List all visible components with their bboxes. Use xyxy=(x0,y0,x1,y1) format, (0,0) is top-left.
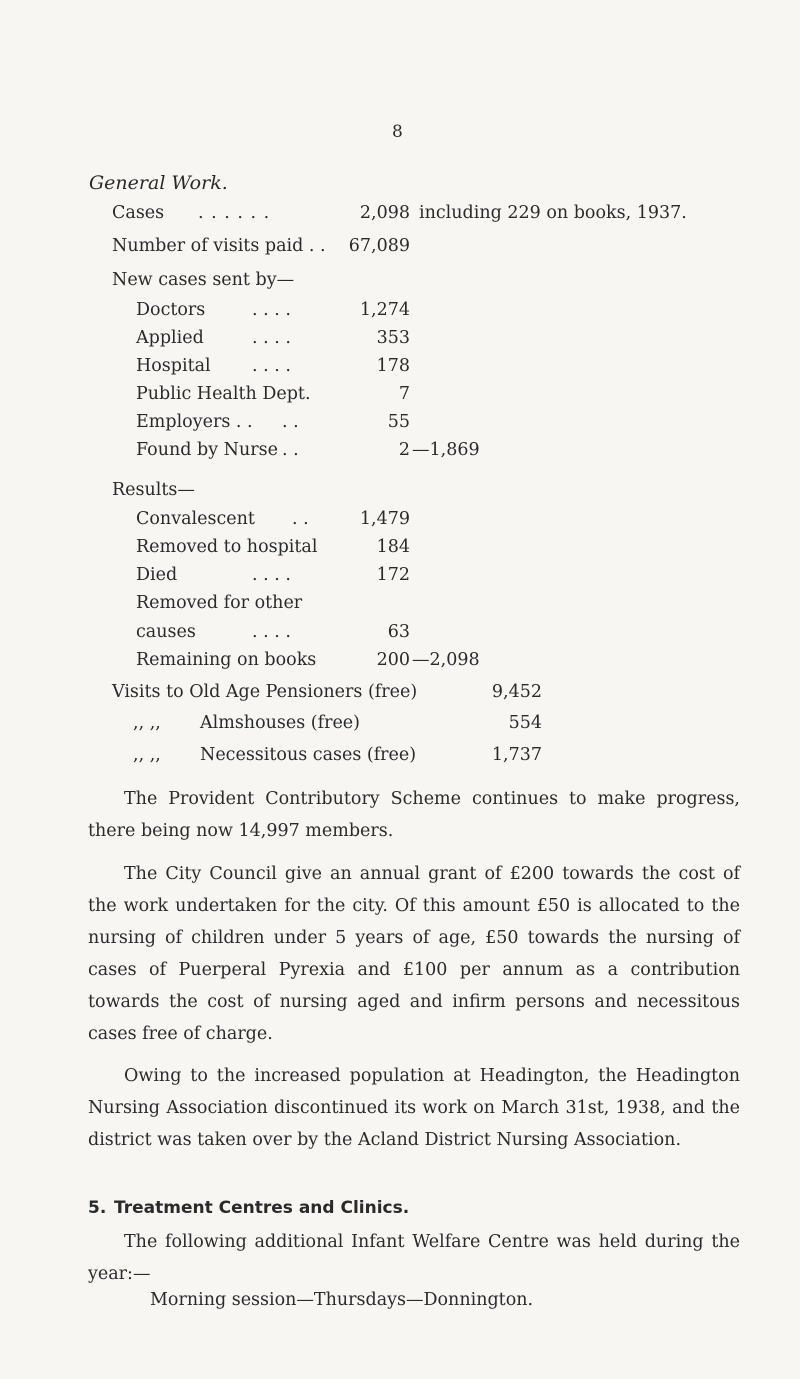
cases-value: 2,098 xyxy=(359,203,410,223)
results-row-label: Died xyxy=(136,565,178,585)
new-cases-row-value: 353 xyxy=(376,328,410,348)
results-row-dots: . . . . xyxy=(252,622,291,642)
paragraph-text: The following additional Infant Welfare Centre was held during the year:— xyxy=(88,1232,740,1284)
results-row-value: 184 xyxy=(376,537,410,557)
free-visits-label: Necessitous cases (free) xyxy=(200,745,417,765)
page-number: 8 xyxy=(392,122,403,142)
new-cases-row-label: Found by Nurse xyxy=(136,440,278,460)
results-row-label: Removed for other xyxy=(136,593,303,613)
results-row-label: Convalescent xyxy=(136,509,255,529)
new-cases-row-label: Applied xyxy=(136,328,204,348)
results-row-dots: . . . . xyxy=(252,565,291,585)
new-cases-row-dots: . . xyxy=(282,412,299,432)
visits-value: 67,089 xyxy=(348,236,410,256)
section-heading: General Work. xyxy=(89,172,228,194)
results-row-label: causes xyxy=(136,622,196,642)
results-row-label: Removed to hospital xyxy=(136,537,318,557)
results-row-value: 172 xyxy=(376,565,410,585)
paragraph-text: The Provident Contributory Scheme continues to make progress, there being now 14,997 members. xyxy=(88,789,740,841)
results-row-value: 200 xyxy=(376,650,410,670)
session-line: Morning session—Thursdays—Donnington. xyxy=(150,1290,534,1310)
results-label: Results— xyxy=(112,480,195,500)
paragraph-headington xyxy=(88,1060,740,1156)
new-cases-row-dots: . . . . xyxy=(252,328,291,348)
free-visits-label: Almshouses (free) xyxy=(200,713,360,733)
new-cases-row-label: Doctors xyxy=(136,300,206,320)
results-row-dots: . . xyxy=(292,509,309,529)
free-visits-value: 1,737 xyxy=(491,745,542,765)
paragraph-text: Owing to the increased population at Headington, the Headington Nursing Association discontinued its work on March 31st, 1938, and the district was taken over by the Acland District Nursing Association. xyxy=(88,1066,740,1150)
paragraph-welfare xyxy=(88,1226,740,1290)
free-visits-value: 9,452 xyxy=(491,682,542,702)
ditto-marks: ,, ,, xyxy=(133,745,161,765)
new-cases-label: New cases sent by— xyxy=(112,270,295,290)
cases-note: including 229 on books, 1937. xyxy=(419,203,687,223)
new-cases-row-dots: . . . . xyxy=(252,300,291,320)
ditto-marks: ,, ,, xyxy=(133,713,161,733)
new-cases-row-label: Public Health Dept. xyxy=(136,384,311,404)
new-cases-row-value: 55 xyxy=(387,412,410,432)
paragraph-provident xyxy=(88,783,740,847)
paragraph-text: The City Council give an annual grant of £200 towards the cost of the work undertaken for the city. Of this amount £50 is allocated to the nursing of children under 5 years of age, £50 towards the nursing of cases of Puerperal Pyrexia and £100 per annum as a contribution towards the cost of nursing aged and infirm persons and necessitous cases free of charge. xyxy=(88,864,740,1044)
section-title: Treatment Centres and Clinics. xyxy=(114,1198,410,1218)
section-number: 5. xyxy=(88,1198,107,1218)
new-cases-row-value: 178 xyxy=(376,356,410,376)
free-visits-label: Visits to Old Age Pensioners (free) xyxy=(112,682,418,702)
paragraph-grant xyxy=(88,858,740,1050)
new-cases-row-value: 1,274 xyxy=(359,300,410,320)
new-cases-row-value: 7 xyxy=(398,384,410,404)
new-cases-row-dots: . . xyxy=(282,440,299,460)
results-total: —2,098 xyxy=(412,650,480,670)
new-cases-row-label: Employers . . xyxy=(136,412,253,432)
free-visits-value: 554 xyxy=(508,713,542,733)
cases-label: Cases xyxy=(112,203,165,223)
new-cases-row-label: Hospital xyxy=(136,356,211,376)
results-row-value: 63 xyxy=(387,622,410,642)
results-row-value: 1,479 xyxy=(359,509,410,529)
visits-label: Number of visits paid . . xyxy=(112,236,326,256)
new-cases-row-value: 2 xyxy=(398,440,410,460)
new-cases-total: —1,869 xyxy=(412,440,480,460)
cases-dots: . . . . . . xyxy=(198,203,271,223)
results-row-label: Remaining on books xyxy=(136,650,317,670)
new-cases-row-dots: . . . . xyxy=(252,356,291,376)
